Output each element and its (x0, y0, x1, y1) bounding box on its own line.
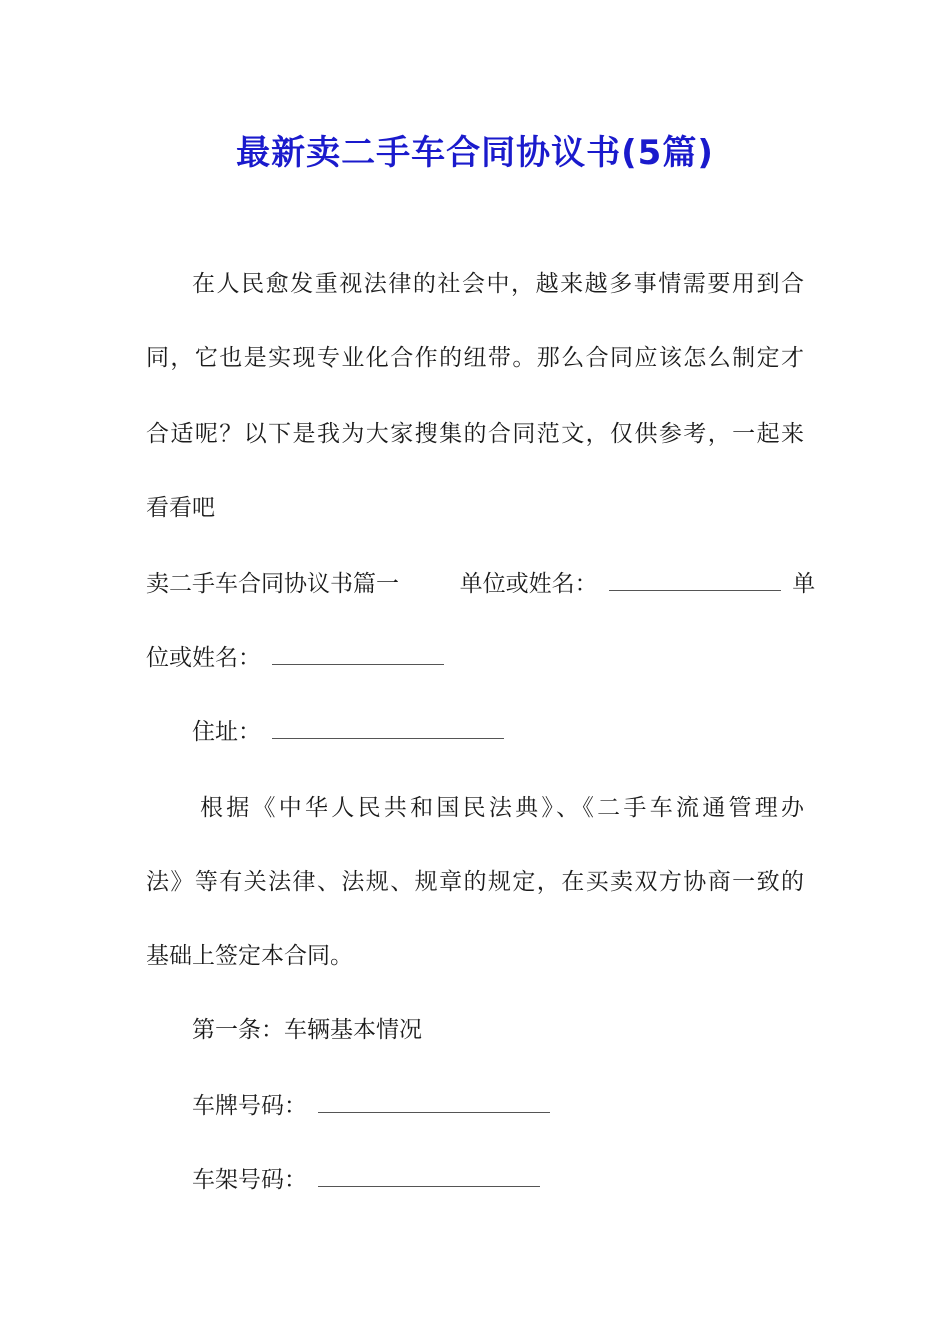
party-b-blank (272, 644, 444, 665)
party-b-row (146, 640, 448, 676)
section-heading: 卖二手车合同协议书篇一 (146, 571, 399, 597)
plate-number-label: 车牌号码： (192, 1093, 307, 1119)
party-a-blank (609, 570, 781, 591)
basis-line-2: 法》等有关法律、法规、规章的规定，在买卖双方协商一致的 (146, 869, 804, 895)
intro-line-2: 同，它也是实现专业化合作的纽带。那么合同应该怎么制定才 (146, 345, 804, 371)
address-row (192, 714, 508, 750)
article-1-heading: 第一条：车辆基本情况 (192, 1017, 422, 1043)
intro-line-3: 合适呢？以下是我为大家搜集的合同范文，仅供参考，一起来 (146, 421, 804, 447)
basis-line-1: 根据《中华人民共和国民法典》、《二手车流通管理办 (200, 795, 804, 821)
plate-number-row (192, 1088, 554, 1124)
section-heading-row (146, 566, 815, 602)
plate-number-blank (318, 1092, 550, 1113)
party-b-label-start: 单 (792, 571, 816, 597)
frame-number-label: 车架号码： (192, 1167, 307, 1193)
address-blank (272, 718, 504, 739)
party-a-label: 单位或姓名： (459, 571, 598, 597)
party-b-label-rest: 位或姓名： (146, 645, 261, 671)
frame-number-row (192, 1162, 544, 1198)
address-label: 住址： (192, 719, 261, 745)
intro-line-4: 看看吧 (146, 495, 215, 521)
intro-line-1: 在人民愈发重视法律的社会中，越来越多事情需要用到合 (192, 271, 804, 297)
frame-number-blank (318, 1166, 540, 1187)
basis-line-3: 基础上签定本合同。 (146, 943, 353, 969)
document-title: 最新卖二手车合同协议书(5篇) (236, 133, 714, 173)
